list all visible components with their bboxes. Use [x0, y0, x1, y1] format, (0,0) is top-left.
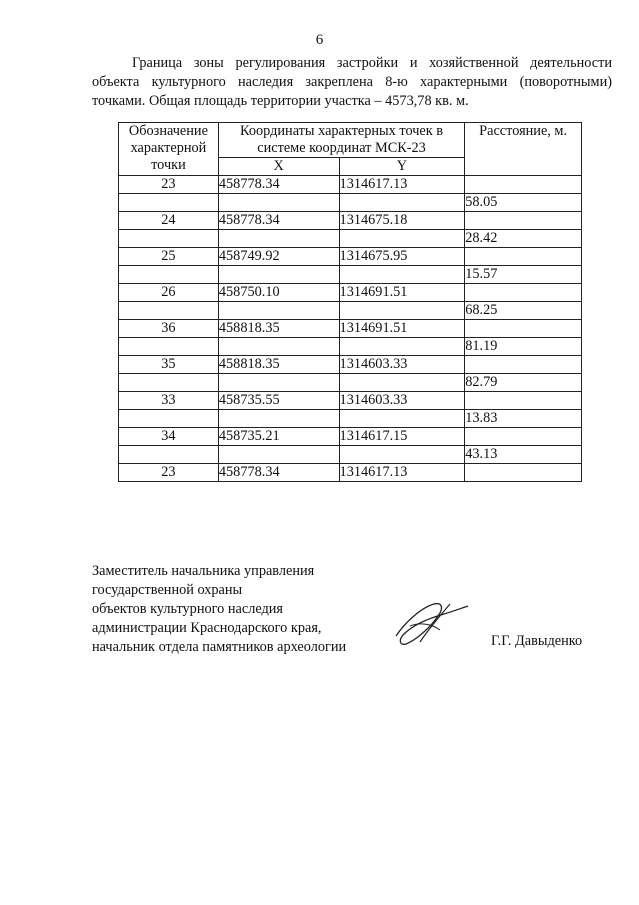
cell-x [218, 446, 339, 464]
cell-y: 1314617.13 [339, 464, 465, 482]
signature-block [92, 562, 346, 657]
cell-distance: 82.79 [465, 374, 582, 392]
cell-point [119, 374, 219, 392]
signer-title-line: государственной охраны [92, 582, 243, 598]
cell-x: 458735.55 [218, 392, 339, 410]
table-body [119, 176, 582, 482]
cell-x [218, 302, 339, 320]
cell-point [119, 266, 219, 284]
cell-point: 33 [119, 392, 219, 410]
cell-point [119, 230, 219, 248]
header-y: Y [339, 158, 465, 176]
cell-point [119, 410, 219, 428]
cell-point: 36 [119, 320, 219, 338]
table-row [119, 302, 582, 320]
handwritten-signature-icon [390, 596, 470, 652]
cell-distance: 13.83 [465, 410, 582, 428]
cell-x: 458778.34 [218, 176, 339, 194]
cell-point: 35 [119, 356, 219, 374]
cell-y: 1314603.33 [339, 392, 465, 410]
cell-distance: 68.25 [465, 302, 582, 320]
cell-distance: 58.05 [465, 194, 582, 212]
cell-distance: 28.42 [465, 230, 582, 248]
signer-title-line: объектов культурного наследия [92, 601, 283, 617]
cell-point: 24 [119, 212, 219, 230]
cell-distance [465, 392, 582, 410]
cell-y: 1314675.18 [339, 212, 465, 230]
table-row [119, 194, 582, 212]
cell-x: 458778.34 [218, 464, 339, 482]
table-row [119, 248, 582, 266]
table-row [119, 392, 582, 410]
cell-distance [465, 428, 582, 446]
cell-point: 25 [119, 248, 219, 266]
cell-distance [465, 320, 582, 338]
cell-distance [465, 176, 582, 194]
cell-point: 23 [119, 176, 219, 194]
signer-title-line: начальник отдела памятников археологии [92, 639, 347, 655]
table-row [119, 446, 582, 464]
signer-title-line: администрации Краснодарского края, [92, 620, 322, 636]
cell-y [339, 446, 465, 464]
cell-x: 458818.35 [218, 320, 339, 338]
cell-distance [465, 212, 582, 230]
header-x: X [218, 158, 339, 176]
cell-point [119, 338, 219, 356]
cell-y: 1314603.33 [339, 356, 465, 374]
cell-x [218, 266, 339, 284]
cell-y [339, 374, 465, 392]
cell-point [119, 302, 219, 320]
cell-y: 1314691.51 [339, 284, 465, 302]
cell-distance [465, 248, 582, 266]
cell-x: 458818.35 [218, 356, 339, 374]
cell-y: 1314617.15 [339, 428, 465, 446]
cell-y [339, 194, 465, 212]
signer-title-line: Заместитель начальника управления [92, 563, 315, 579]
table-row [119, 230, 582, 248]
cell-x: 458778.34 [218, 212, 339, 230]
cell-x [218, 374, 339, 392]
cell-y [339, 302, 465, 320]
cell-y [339, 410, 465, 428]
table-row [119, 356, 582, 374]
cell-x: 458735.21 [218, 428, 339, 446]
cell-point [119, 446, 219, 464]
cell-x [218, 194, 339, 212]
page-number: 6 [315, 32, 324, 48]
cell-distance [465, 356, 582, 374]
table-row [119, 284, 582, 302]
cell-y: 1314675.95 [339, 248, 465, 266]
cell-y: 1314617.13 [339, 176, 465, 194]
cell-distance: 43.13 [465, 446, 582, 464]
cell-y [339, 266, 465, 284]
cell-distance [465, 464, 582, 482]
table-row [119, 428, 582, 446]
table-row [119, 266, 582, 284]
cell-x [218, 410, 339, 428]
cell-y [339, 338, 465, 356]
cell-point: 23 [119, 464, 219, 482]
table-row [119, 320, 582, 338]
cell-point [119, 194, 219, 212]
cell-x [218, 338, 339, 356]
coordinates-table [118, 122, 582, 482]
cell-y [339, 230, 465, 248]
cell-distance [465, 284, 582, 302]
cell-x: 458749.92 [218, 248, 339, 266]
table-row [119, 464, 582, 482]
cell-x [218, 230, 339, 248]
table-row [119, 212, 582, 230]
cell-point: 26 [119, 284, 219, 302]
table-row [119, 176, 582, 194]
signer-name: Г.Г. Давыденко [491, 633, 583, 649]
table-row [119, 410, 582, 428]
header-point: Обозначение характерной точки [119, 123, 219, 176]
intro-paragraph: Граница зоны регулирования застройки и хозяйственной деятельности объекта культурного наследия закреплена 8-ю характерными (поворотными) точками. Общая площадь территории участка – 4573,78 кв. м. [92, 55, 612, 109]
table-row [119, 338, 582, 356]
cell-distance: 15.57 [465, 266, 582, 284]
cell-point: 34 [119, 428, 219, 446]
cell-x: 458750.10 [218, 284, 339, 302]
cell-distance: 81.19 [465, 338, 582, 356]
table-row [119, 374, 582, 392]
header-distance: Расстояние, м. [465, 123, 582, 176]
header-coordinates: Координаты характерных точек в системе координат МСК-23 [218, 123, 464, 158]
cell-y: 1314691.51 [339, 320, 465, 338]
